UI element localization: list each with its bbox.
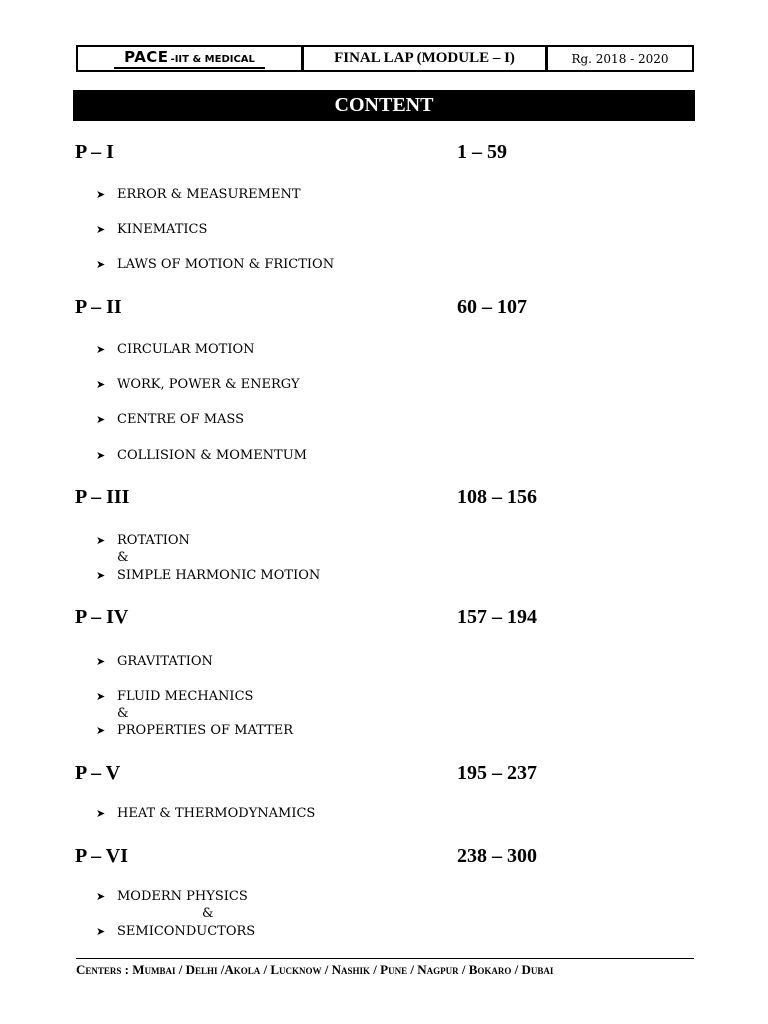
topic-label: CIRCULAR MOTION	[117, 342, 255, 357]
topic-item	[96, 806, 315, 822]
topic-label: COLLISION & MOMENTUM	[117, 448, 307, 463]
ampersand-joiner: &	[117, 550, 129, 565]
arrowhead-bullet-icon: ➤	[96, 807, 106, 820]
topic-item	[96, 187, 301, 203]
arrowhead-bullet-icon: ➤	[96, 890, 106, 903]
topic-item	[96, 448, 307, 464]
topic-item	[96, 924, 255, 940]
arrowhead-bullet-icon: ➤	[96, 690, 106, 703]
topic-label: SEMICONDUCTORS	[117, 924, 256, 939]
arrowhead-bullet-icon: ➤	[96, 413, 106, 426]
logo	[78, 47, 304, 70]
topic-label: GRAVITATION	[117, 654, 213, 669]
topic-label: MODERN PHYSICS	[117, 889, 248, 904]
section-pages: 195 – 237	[457, 762, 537, 784]
arrowhead-bullet-icon: ➤	[96, 343, 106, 356]
topic-item	[96, 654, 213, 670]
ampersand-joiner: &	[117, 706, 129, 721]
arrowhead-bullet-icon: ➤	[96, 223, 106, 236]
content-title-bar	[73, 90, 695, 121]
section-pages: 157 – 194	[457, 606, 537, 628]
logo-sub-text: -IIT & MEDICAL	[170, 54, 255, 65]
topic-item	[96, 377, 300, 393]
page-header	[76, 45, 694, 72]
topic-item	[96, 533, 190, 549]
topic-label: CENTRE OF MASS	[117, 412, 244, 427]
topic-label: WORK, POWER & ENERGY	[117, 377, 300, 392]
arrowhead-bullet-icon: ➤	[96, 188, 106, 201]
topic-item	[96, 689, 253, 705]
section-label: P – I	[75, 141, 114, 163]
arrowhead-bullet-icon: ➤	[96, 378, 106, 391]
topic-label: KINEMATICS	[117, 222, 208, 237]
section-label: P – II	[75, 296, 122, 318]
topic-label: FLUID MECHANICS	[117, 689, 254, 704]
arrowhead-bullet-icon: ➤	[96, 258, 106, 271]
section-label: P – III	[75, 486, 130, 508]
footer-divider	[76, 958, 694, 959]
logo-main-text: PACE	[124, 48, 169, 66]
topic-label: HEAT & THERMODYNAMICS	[117, 806, 316, 821]
section-pages: 60 – 107	[457, 296, 527, 318]
topic-label: SIMPLE HARMONIC MOTION	[117, 568, 321, 583]
topic-label: PROPERTIES OF MATTER	[117, 723, 293, 738]
topic-item	[96, 412, 244, 428]
section-pages: 1 – 59	[457, 141, 507, 163]
arrowhead-bullet-icon: ➤	[96, 449, 106, 462]
arrowhead-bullet-icon: ➤	[96, 534, 106, 547]
topic-item	[96, 342, 255, 358]
section-pages: 108 – 156	[457, 486, 537, 508]
topic-label: LAWS OF MOTION & FRICTION	[117, 257, 335, 272]
section-label: P – VI	[75, 845, 128, 867]
topic-item	[96, 889, 248, 905]
topic-label: ROTATION	[117, 533, 190, 548]
section-label: P – IV	[75, 606, 129, 628]
module-title: FINAL LAP (MODULE – I)	[304, 47, 548, 70]
section-label: P – V	[75, 762, 121, 784]
arrowhead-bullet-icon: ➤	[96, 655, 106, 668]
arrowhead-bullet-icon: ➤	[96, 724, 106, 737]
arrowhead-bullet-icon: ➤	[96, 925, 106, 938]
topic-item	[96, 723, 293, 739]
centers-footer: Centers : Mumbai / Delhi /Akola / Lucknow / Nashik / Pune / Nagpur / Bokaro / Dubai	[76, 962, 554, 977]
topic-label: ERROR & MEASUREMENT	[117, 187, 301, 202]
topic-item	[96, 568, 320, 584]
arrowhead-bullet-icon: ➤	[96, 569, 106, 582]
topic-item	[96, 222, 207, 238]
ampersand-joiner: &	[202, 906, 214, 921]
page-title: CONTENT	[334, 94, 434, 116]
registration-years: Rg. 2018 - 2020	[571, 51, 669, 66]
section-pages: 238 – 300	[457, 845, 537, 867]
topic-item	[96, 257, 334, 273]
